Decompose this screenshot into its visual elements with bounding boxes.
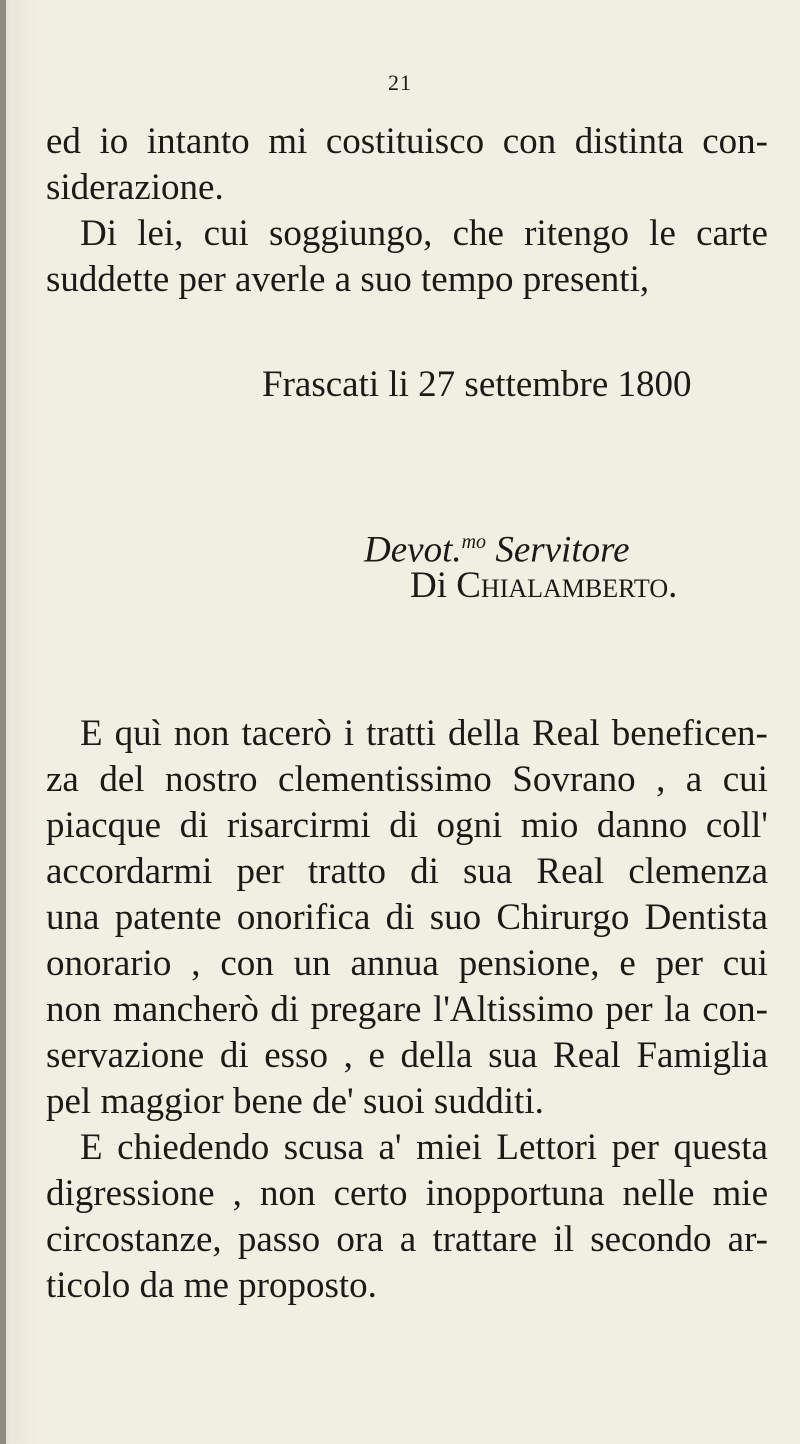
signature-closing-tail: Servitore xyxy=(486,529,630,571)
paragraph-4-line-2-word: inopportuna xyxy=(425,1173,605,1214)
paragraph-1-line-1-word: distinta xyxy=(574,121,684,162)
paragraph-4-line-3-word: circostanze, xyxy=(46,1219,222,1260)
paragraph-3-line-6-word: per xyxy=(655,943,703,984)
signature-closing-text: Devot. xyxy=(364,529,462,571)
paragraph-3-line-7-word: mancherò xyxy=(112,989,259,1030)
paragraph-4-line-2 xyxy=(46,1172,768,1216)
paragraph-1-line-1 xyxy=(46,120,768,164)
paragraph-3-line-8-word: esso xyxy=(264,1035,328,1076)
paragraph-3-line-1-word: Real xyxy=(531,713,600,754)
paragraph-3-line-5-word: patente xyxy=(114,897,222,938)
paragraph-3-line-4-word: di xyxy=(410,851,439,892)
paragraph-2-line-1-word: le xyxy=(649,213,676,254)
paragraph-1-line-1-word: intanto xyxy=(146,121,250,162)
paragraph-3-line-5-word: suo xyxy=(429,897,482,938)
paragraph-4-line-2-word: nelle xyxy=(622,1173,695,1214)
paragraph-2-line-1-word: carte xyxy=(696,213,768,254)
paragraph-3-line-3-word: ogni xyxy=(436,805,503,846)
paragraph-3-line-6-word: con xyxy=(220,943,274,984)
paragraph-4-line-2-word: , xyxy=(232,1173,242,1214)
paragraph-2-line-1-word: Di xyxy=(80,213,117,254)
paragraph-3-line-2-word: del xyxy=(99,759,145,800)
paragraph-3-line-3-word: coll' xyxy=(705,805,768,846)
paragraph-3-line-3 xyxy=(46,804,768,848)
paragraph-4-line-3 xyxy=(46,1218,768,1262)
paragraph-2-line-1 xyxy=(80,212,768,256)
paragraph-3-line-6-word: annua xyxy=(350,943,439,984)
paragraph-4-line-2-word: certo xyxy=(333,1173,408,1214)
paragraph-4-line-1-word: a' xyxy=(378,1127,402,1168)
paragraph-3-line-7-word: pregare xyxy=(310,989,422,1030)
paragraph-1-line-1-word: con xyxy=(502,121,557,162)
paragraph-1-line-1-word: ed xyxy=(46,121,81,162)
paragraph-2-line-1-word: soggiungo, xyxy=(269,213,433,254)
paragraph-3-line-7-word: di xyxy=(270,989,300,1030)
paragraph-4-line-3-word: secondo xyxy=(590,1219,712,1260)
paragraph-3-line-8-word: servazione xyxy=(46,1035,205,1076)
signature-name-text: Chialamberto. xyxy=(456,565,678,606)
paragraph-4-line-3-word: a xyxy=(399,1219,417,1260)
paragraph-3-line-7-word: con- xyxy=(702,989,768,1030)
paragraph-3-line-8-word: Famiglia xyxy=(636,1035,768,1076)
paragraph-3-line-3-word: risarcirmi xyxy=(226,805,371,846)
paragraph-3-line-1-word: E xyxy=(80,713,103,754)
paragraph-4-line-3-word: passo xyxy=(237,1219,321,1260)
paragraph-3-line-8-word: sua xyxy=(488,1035,538,1076)
paragraph-4-line-3-word: trattare xyxy=(432,1219,538,1260)
paragraph-2-line-2: suddette per averle a suo tempo presenti, xyxy=(46,259,650,300)
paragraph-4-line-1-word: Lettori xyxy=(496,1127,598,1168)
paragraph-4-line-1-word: chiedendo xyxy=(117,1127,270,1168)
signature-name-prefix: Di xyxy=(410,565,457,606)
paragraph-3-line-3-word: di xyxy=(179,805,209,846)
paragraph-3-line-4 xyxy=(46,850,768,894)
paragraph-4-last-line: ticolo da me proposto. xyxy=(46,1265,377,1306)
signature-closing-sup: mo xyxy=(461,531,487,553)
paragraph-3-line-1-word: beneficen- xyxy=(611,713,768,754)
page-number: 21 xyxy=(388,70,412,95)
paragraph-3-line-1-word: quì xyxy=(114,713,162,754)
paragraph-3-line-5-word: onorifica xyxy=(236,897,371,938)
paragraph-3-line-3-word: piacque xyxy=(46,805,162,846)
paragraph-3-line-6-word: , xyxy=(191,943,201,984)
paragraph-3-line-4-word: clemenza xyxy=(628,851,768,892)
paragraph-3-line-6 xyxy=(46,942,768,986)
signature-name xyxy=(410,564,677,608)
paragraph-3-line-5 xyxy=(46,896,768,940)
paragraph-3-last-line: pel maggior bene de' suoi sudditi. xyxy=(46,1081,544,1122)
paragraph-4-line-1 xyxy=(80,1126,768,1170)
paragraph-3-line-6-word: un xyxy=(293,943,331,984)
paragraph-1-line-1-word: mi xyxy=(268,121,308,162)
paragraph-3-line-7-word: per xyxy=(605,989,653,1030)
paragraph-2-line-1-word: lei, xyxy=(137,213,184,254)
paragraph-3-line-6-word: cui xyxy=(722,943,768,984)
paragraph-3-line-2 xyxy=(46,758,768,802)
paragraph-4-line-1-word: questa xyxy=(673,1127,768,1168)
page-spine-edge xyxy=(0,0,6,1444)
paragraph-3-line-1-word: tratti xyxy=(366,713,436,754)
paragraph-3-line-5-word: Chirurgo xyxy=(496,897,630,938)
paragraph-3-line-3-word: danno xyxy=(596,805,688,846)
paragraph-3-line-2-word: clementissimo xyxy=(278,759,492,800)
paragraph-3-line-1-word: della xyxy=(448,713,520,754)
paragraph-1-line-1-word: con- xyxy=(702,121,768,162)
paragraph-3-line-2-word: nostro xyxy=(165,759,258,800)
paragraph-4-line-1-word: miei xyxy=(416,1127,482,1168)
paragraph-3-line-7-word: l'Altissimo xyxy=(432,989,594,1030)
paragraph-3-line-1 xyxy=(80,712,768,756)
paragraph-3-line-4-word: tratto xyxy=(307,851,386,892)
paragraph-3-line-8-word: della xyxy=(400,1035,473,1076)
paragraph-2-line-1-word: ritengo xyxy=(524,213,629,254)
paragraph-1-line-1-word: io xyxy=(99,121,129,162)
paragraph-3-line-2-word: a xyxy=(685,759,703,800)
paragraph-3-line-1-word: non xyxy=(173,713,230,754)
paragraph-3-line-2-word: Sovrano xyxy=(512,759,636,800)
paragraph-3-line-2-word: cui xyxy=(722,759,768,800)
paragraph-3-line-4-word: Real xyxy=(536,851,605,892)
paragraph-3-line-7-word: la xyxy=(664,989,691,1030)
paragraph-4-line-1-word: per xyxy=(611,1127,659,1168)
paragraph-4-line-3-word: il xyxy=(553,1219,574,1260)
paragraph-3-line-8-word: di xyxy=(219,1035,249,1076)
paragraph-4-line-1-word: E xyxy=(80,1127,103,1168)
paragraph-3-line-3-word: di xyxy=(389,805,418,846)
paragraph-3-line-3-word: mio xyxy=(520,805,579,846)
paragraph-3-line-6-word: onorario xyxy=(46,943,172,984)
paragraph-4-line-3-word: ora xyxy=(336,1219,384,1260)
paragraph-3-line-8 xyxy=(46,1034,768,1078)
paragraph-3-line-8-word: Real xyxy=(553,1035,621,1076)
paragraph-4-line-2-word: digressione xyxy=(46,1173,215,1214)
paragraph-3-line-6-word: e xyxy=(619,943,636,984)
paragraph-3-line-1-word: tacerò xyxy=(241,713,332,754)
paragraph-1-line-2: siderazione. xyxy=(46,167,224,208)
paragraph-3-line-5-word: una xyxy=(46,897,100,938)
dateline: Frascati li 27 settembre 1800 xyxy=(262,364,692,405)
paragraph-3-line-7 xyxy=(46,988,768,1032)
paragraph-3-line-4-word: sua xyxy=(462,851,513,892)
paragraph-3-line-5-word: di xyxy=(385,897,415,938)
paragraph-3-line-8-word: , xyxy=(343,1035,353,1076)
paragraph-3-line-2-word: , xyxy=(656,759,666,800)
paragraph-3-line-4-word: accordarmi xyxy=(46,851,213,892)
paragraph-4-line-2-word: mie xyxy=(712,1173,768,1214)
paragraph-4-line-2-word: non xyxy=(259,1173,316,1214)
paragraph-2-line-1-word: che xyxy=(452,213,504,254)
paragraph-3-line-8-word: e xyxy=(368,1035,385,1076)
paragraph-3-line-7-word: non xyxy=(46,989,102,1030)
paragraph-3-line-2-word: za xyxy=(46,759,79,800)
paragraph-4-line-1-word: scusa xyxy=(283,1127,364,1168)
paragraph-3-line-5-word: Dentista xyxy=(644,897,768,938)
paragraph-3-line-1-word: i xyxy=(343,713,355,754)
paragraph-2-line-1-word: cui xyxy=(203,213,249,254)
paragraph-1-line-1-word: costituisco xyxy=(325,121,485,162)
paragraph-3-line-4-word: per xyxy=(236,851,284,892)
paragraph-4-line-3-word: ar- xyxy=(727,1219,768,1260)
paragraph-3-line-6-word: pensione, xyxy=(458,943,600,984)
